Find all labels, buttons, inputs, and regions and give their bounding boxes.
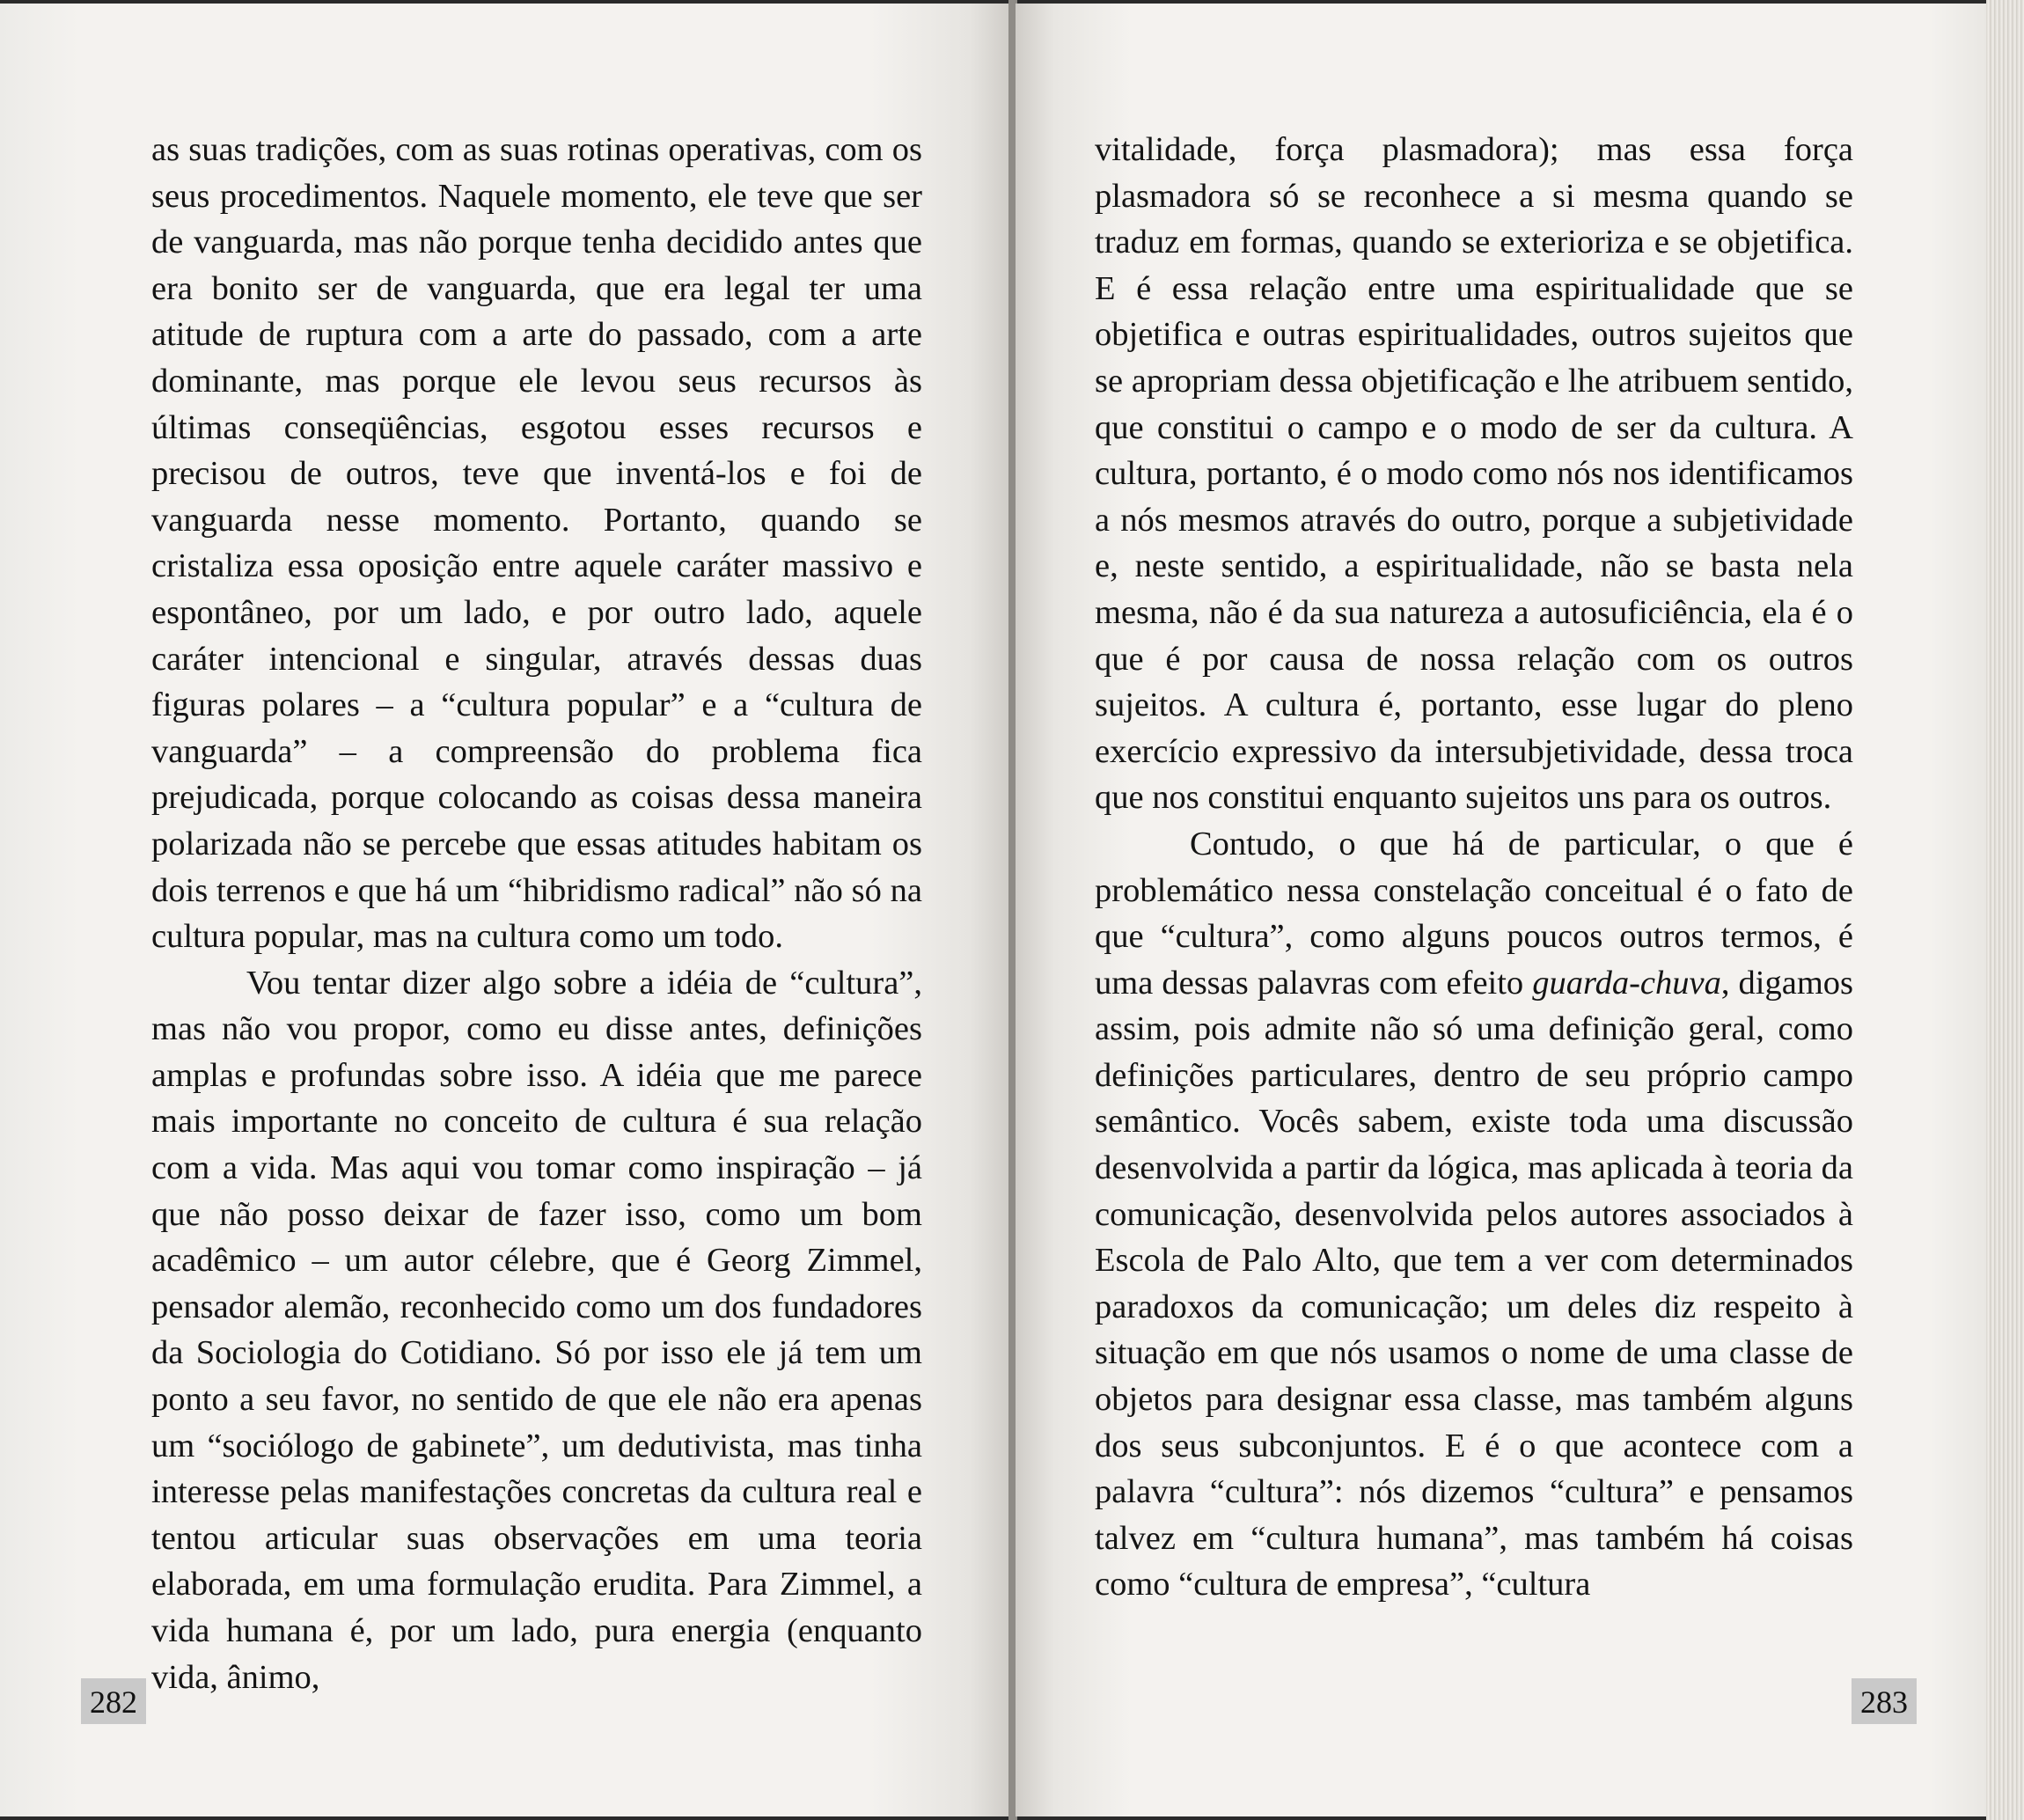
left-paragraph-1: as suas tradições, com as suas rotinas operativas, com os seus procedimentos. Naquele momento, ele teve que ser de vanguarda, mas não porque tenha decidido antes que era bonito ser de vanguarda, que era legal ter uma atitude de ruptura com a arte do passado, com a arte dominante, mas porque ele levou seus recursos às últimas conseqüências, esgotou esses recursos e precisou de outros, teve que inventá-los e foi de vanguarda nesse momento. Portanto, quando se cristaliza essa oposição entre aquele caráter massivo e espontâneo, por um lado, e por outro lado, aquele caráter intencional e singular, através dessas duas figuras polares – a “cultura popular” e a “cultura de vanguarda” – a compreensão do problema fica prejudicada, porque colocando as coisas dessa maneira polarizada não se percebe que essas atitudes habitam os dois terrenos e que há um “hibridismo radical” não só na cultura popular, mas na cultura como um todo. [151, 131, 922, 956]
italic-term: guarda-chuva [1532, 964, 1721, 1002]
left-page [0, 4, 1010, 1816]
right-page [1016, 4, 1986, 1816]
page-edges [1986, 0, 2024, 1820]
left-paragraph-2: Vou tentar dizer algo sobre a idéia de “cultura”, mas não vou propor, como eu disse antes, definições amplas e profundas sobre isso. A idéia que me parece mais importante no conceito de cultura é sua relação com a vida. Mas aqui vou tomar como inspiração – já que não posso deixar de fazer isso, como um bom acadêmico – um autor célebre, que é Georg Zimmel, pensador alemão, reconhecido como um dos fundadores da Sociologia do Cotidiano. Só por isso ele já tem um ponto a seu favor, no sentido de que ele não era apenas um “sociólogo de gabinete”, um dedutivista, mas tinha interesse pelas manifestações concretas da cultura real e tentou articular suas observações em uma teoria elaborada, em uma formulação erudita. Para Zimmel, a vida humana é, por um lado, pura energia (enquanto vida, ânimo, [151, 964, 922, 1696]
right-paragraph-1: vitalidade, força plasmadora); mas essa força plasmadora só se reconhece a si mesma quando se traduz em formas, quando se exterioriza e se objetifica. E é essa relação entre uma espiritualidade que se objetifica e outras espiritualidades, outros sujeitos que se apropriam dessa objetificação e lhe atribuem sentido, que constitui o campo e o modo de ser da cultura. A cultura, portanto, é o modo como nós nos identificamos a nós mesmos através do outro, porque a subjetividade e, neste sentido, a espiritualidade, não se basta nela mesma, não é da sua natureza a autosuficiência, ela é o que é por causa de nossa relação com os outros sujeitos. A cultura é, portanto, esse lugar do pleno exercício expressivo da intersubjetividade, dessa troca que nos constitui enquanto sujeitos uns para os outros. [1095, 131, 1853, 817]
right-paragraph-2-end: , digamos assim, pois admite não só uma definição geral, como definições particulares, dentro de seu próprio campo semântico. Vocês sabem, existe toda uma discussão desenvolvida a partir da lógica, mas aplicada à teoria da comunicação, desenvolvida pelos autores associados à Escola de Palo Alto, que tem a ver com determinados paradoxos da comunicação; um deles diz respeito à situação em que nós usamos o nome de uma classe de objetos para designar essa classe, mas também alguns dos seus subconjuntos. E é o que acontece com a palavra “cultura”: nós dizemos “cultura” e pensamos talvez em “cultura humana”, mas também há coisas como “cultura de empresa”, “cultura [1095, 964, 1853, 1604]
left-page-body [151, 127, 922, 1700]
page-number-right: 283 [1852, 1678, 1917, 1724]
right-page-body [1095, 127, 1853, 1608]
page-number-left: 282 [81, 1678, 146, 1724]
right-paragraph-2-start: Contudo, o que há de particular, o que é problemático nessa constelação conceitual é o fato de que “cultura”, como alguns poucos outros termos, é uma dessas palavras com efeito [1095, 825, 1853, 1002]
right-paragraph-2 [1095, 821, 1853, 1608]
